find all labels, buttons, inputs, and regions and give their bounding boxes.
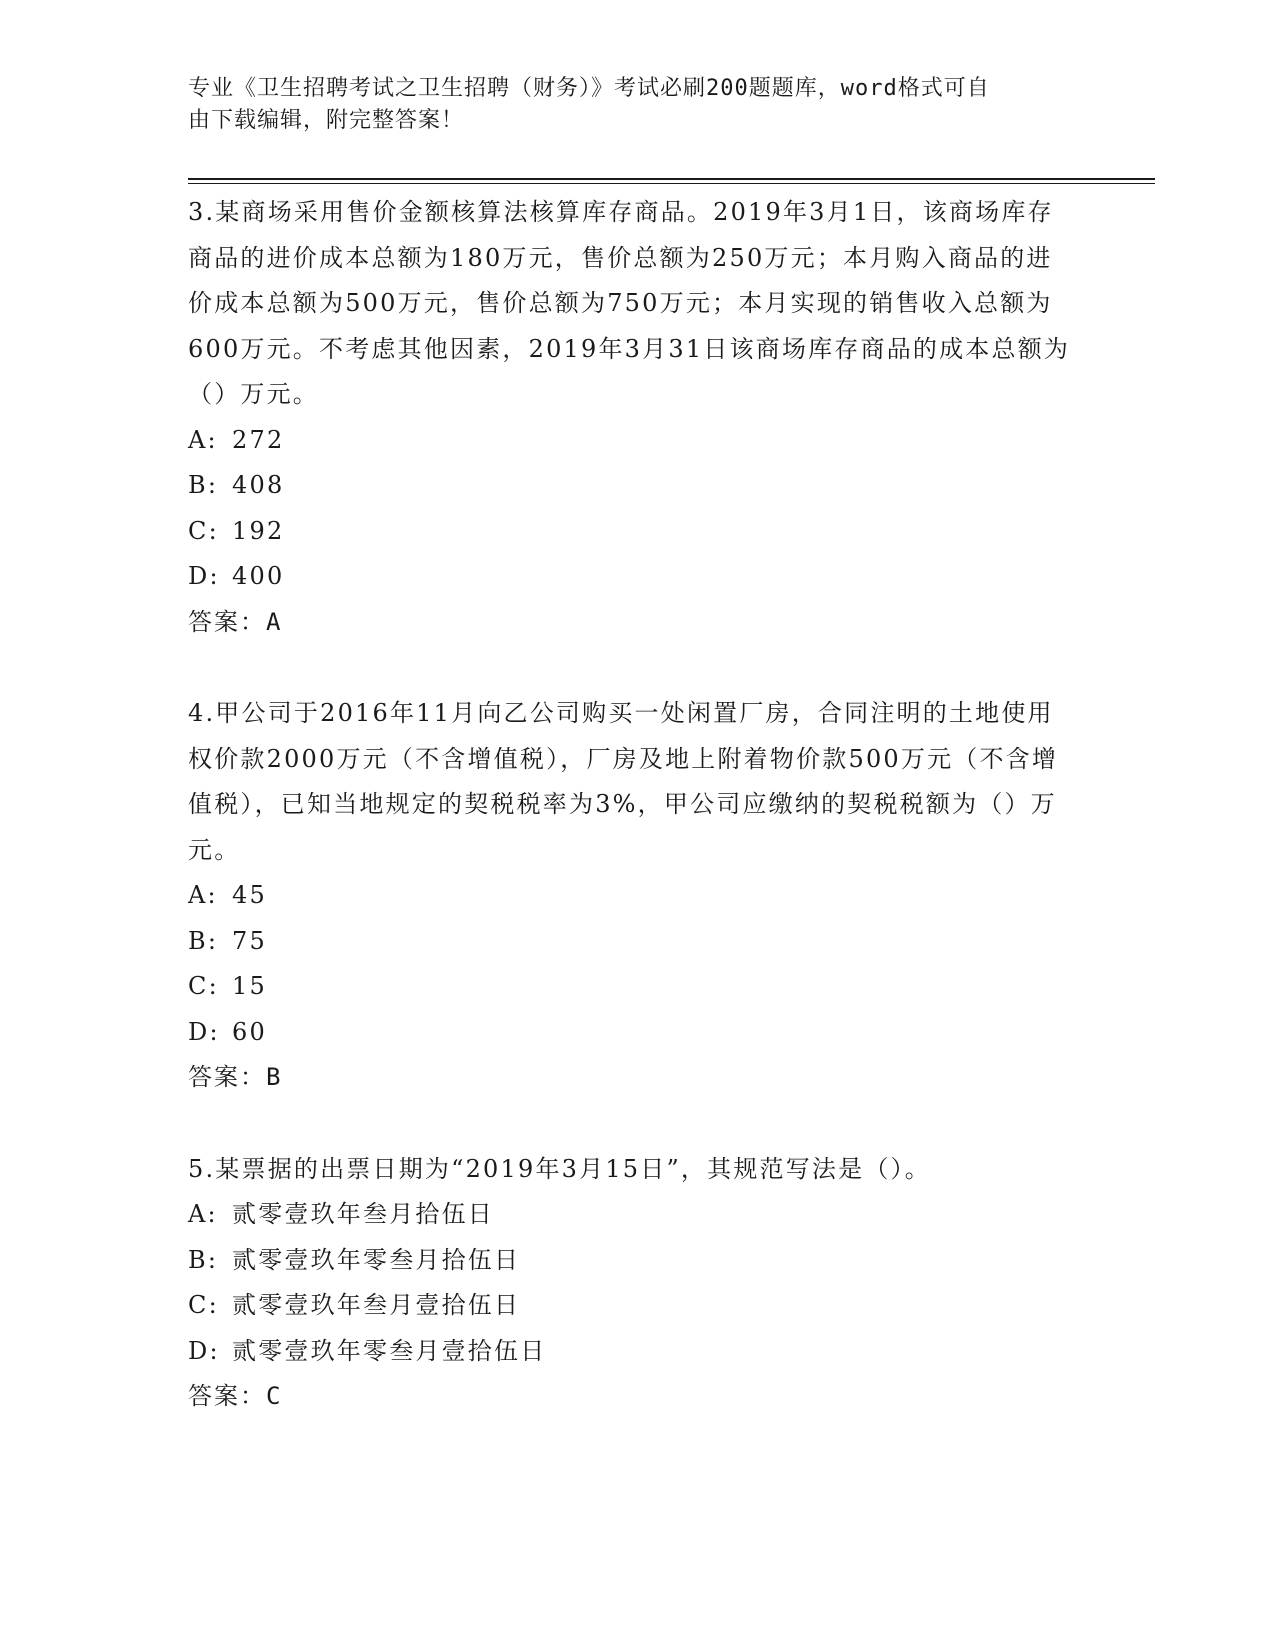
- question-list: [188, 190, 1088, 1420]
- option-letter: D:: [188, 562, 220, 590]
- option-b: [188, 919, 1088, 965]
- option-b: [188, 1238, 1088, 1284]
- option-text: 75: [232, 926, 267, 955]
- option-text: 贰零壹玖年叁月拾伍日: [232, 1200, 494, 1228]
- answer-label: 答案：: [188, 1063, 266, 1091]
- header-line-1: 专业《卫生招聘考试之卫生招聘（财务）》考试必刷200题题库，word格式可自: [188, 76, 990, 101]
- question-block: [188, 1147, 1088, 1420]
- option-text: 贰零壹玖年零叁月壹拾伍日: [232, 1336, 547, 1365]
- option-c: [188, 509, 1088, 555]
- option-text: 贰零壹玖年零叁月拾伍日: [232, 1245, 521, 1274]
- option-letter: C:: [188, 1291, 219, 1319]
- option-text: 408: [232, 471, 285, 499]
- option-letter: D:: [188, 1336, 220, 1365]
- answer-value: A: [266, 607, 283, 636]
- answer-line: [188, 1374, 1088, 1420]
- option-text: 15: [232, 972, 267, 1000]
- option-text: 192: [232, 516, 285, 545]
- answer-value: C: [266, 1382, 283, 1410]
- spacer: [188, 645, 1088, 691]
- header-rule-thin: [188, 183, 1155, 184]
- option-a: [188, 1192, 1088, 1238]
- option-d: [188, 1329, 1088, 1375]
- spacer: [188, 1101, 1088, 1147]
- answer-label: 答案：: [188, 1382, 266, 1410]
- option-letter: C:: [188, 972, 219, 1000]
- option-text: 贰零壹玖年叁月壹拾伍日: [232, 1291, 521, 1319]
- option-text: 272: [232, 425, 285, 454]
- option-letter: D:: [188, 1017, 220, 1046]
- answer-value: B: [266, 1063, 283, 1091]
- option-letter: A:: [188, 881, 218, 909]
- option-letter: A:: [188, 425, 218, 454]
- question-block: [188, 190, 1088, 645]
- option-letter: B:: [188, 1245, 219, 1274]
- option-c: [188, 1283, 1088, 1329]
- option-d: [188, 554, 1088, 600]
- answer-label: 答案：: [188, 607, 266, 636]
- answer-line: [188, 600, 1088, 646]
- option-a: [188, 418, 1088, 464]
- option-letter: C:: [188, 516, 219, 545]
- option-letter: A:: [188, 1200, 218, 1228]
- question-text: 4.甲公司于2016年11月向乙公司购买一处闲置厂房，合同注明的土地使用权价款2000万元（不含增值税），厂房及地上附着物价款500万元（不含增值税），已知当地规定的契税税率为3%，甲公司应缴纳的契税税额为（）万元。: [188, 699, 1059, 864]
- option-a: [188, 873, 1088, 919]
- option-text: 400: [232, 562, 285, 590]
- answer-line: [188, 1055, 1088, 1101]
- option-letter: B:: [188, 471, 219, 499]
- option-d: [188, 1010, 1088, 1056]
- option-c: [188, 964, 1088, 1010]
- header-line-2: 由下载编辑，附完整答案！: [188, 108, 465, 133]
- option-b: [188, 463, 1088, 509]
- option-text: 60: [232, 1017, 267, 1046]
- question-text: 5.某票据的出票日期为“2019年3月15日”，其规范写法是（）。: [188, 1154, 931, 1183]
- question-text: 3.某商场采用售价金额核算法核算库存商品。2019年3月1日，该商场库存商品的进价成本总额为180万元，售价总额为250万元；本月购入商品的进价成本总额为500万元，售价总额为750万元；本月实现的销售收入总额为600万元。不考虑其他因素，2019年3月31日该商场库存商品的成本总额为（）万元。: [188, 198, 1071, 408]
- question-block: [188, 691, 1088, 1101]
- header-rule-thick: [188, 178, 1155, 180]
- option-text: 45: [232, 881, 267, 909]
- option-letter: B:: [188, 926, 219, 955]
- document-header: [188, 73, 1068, 137]
